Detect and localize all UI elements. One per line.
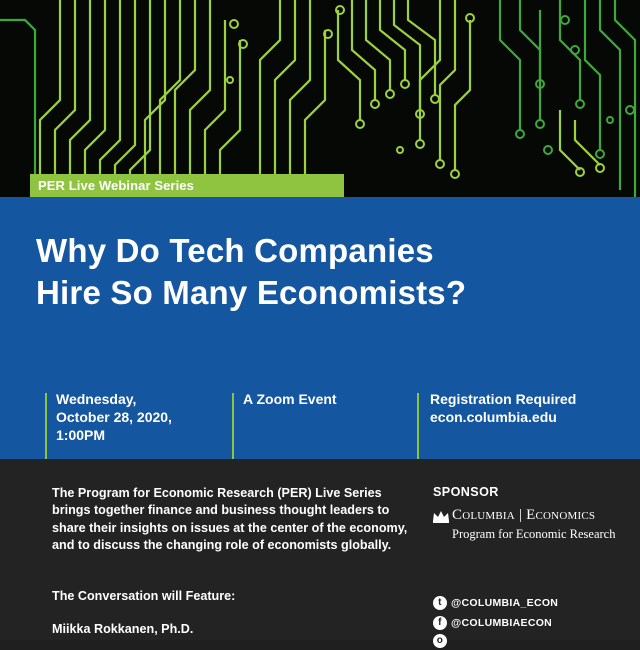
logo-subtitle: Program for Economic Research: [452, 527, 616, 541]
facebook-icon: f: [433, 616, 447, 630]
title-line-1: Why Do Tech Companies: [36, 232, 434, 269]
crown-icon: [432, 509, 450, 523]
event-format: A Zoom Event: [243, 391, 337, 407]
columbia-economics-logo: [432, 507, 632, 547]
registration-link[interactable]: econ.columbia.edu: [430, 409, 557, 425]
registration-info: [430, 390, 576, 426]
features-heading: The Conversation will Feature:: [52, 589, 236, 603]
series-tag: PER Live Webinar Series: [30, 174, 344, 197]
title-line-2: Hire So Many Economists?: [36, 274, 467, 311]
speaker-name: Miikka Rokkanen, Ph.D.: [52, 622, 194, 636]
divider-middle: [232, 393, 234, 459]
event-title: [36, 230, 626, 314]
series-description: The Program for Economic Research (PER) Live Series brings together finance and business thought leaders to share their insights on issues at the center of the economy, and to discuss the changing role of economists globally.: [52, 486, 408, 552]
event-date: Wednesday, October 28, 2020, 1:00PM: [56, 391, 172, 443]
logo-wordmark: Columbia | Economics: [452, 507, 596, 523]
twitter-icon: t: [433, 596, 447, 610]
instagram-icon: o: [433, 634, 447, 648]
circuit-board-graphic: [0, 0, 640, 197]
circuit-banner: [0, 0, 640, 197]
sponsor-label: SPONSOR: [433, 485, 499, 499]
registration-label: Registration Required: [430, 391, 577, 407]
